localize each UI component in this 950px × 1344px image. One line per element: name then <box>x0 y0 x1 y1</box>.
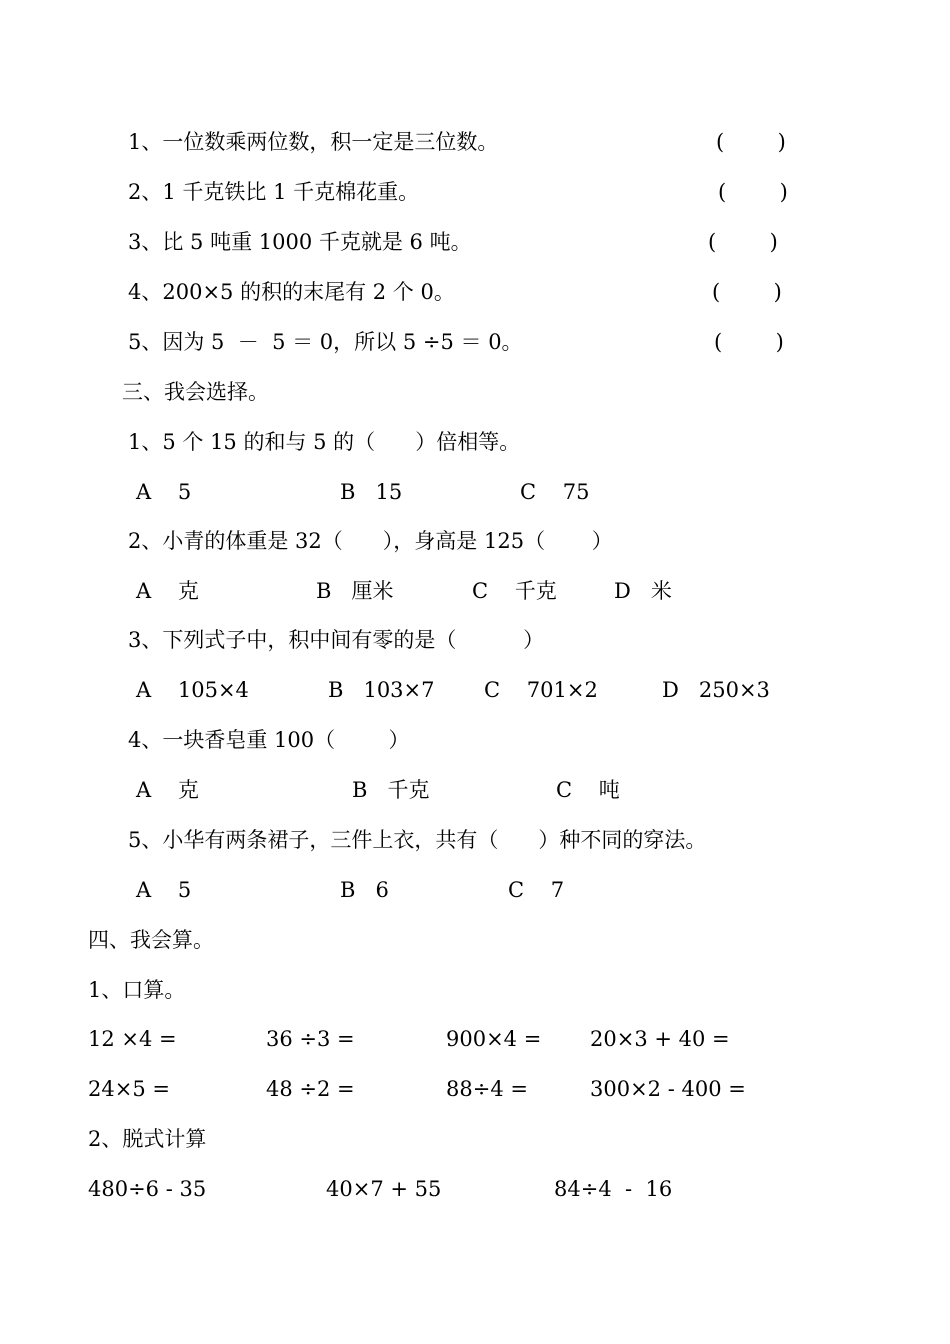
section-4-title: 四、我会算。 <box>88 928 214 952</box>
choice-5-option-b[interactable]: B 6 <box>340 878 389 902</box>
answer-bracket-4[interactable]: ( ) <box>712 280 782 304</box>
choice-4-option-b[interactable]: B 千克 <box>352 778 430 802</box>
choice-1-option-a[interactable]: A 5 <box>136 480 192 504</box>
answer-bracket-1[interactable]: ( ) <box>716 130 786 154</box>
step-calc-title: 2、脱式计算 <box>88 1127 207 1151</box>
step-calc-item: 84÷4 - 16 <box>554 1177 673 1201</box>
choice-question-2: 2、小青的体重是 32（ ），身高是 125（ ） <box>128 529 613 553</box>
answer-bracket-2[interactable]: ( ) <box>718 180 788 204</box>
choice-5-option-c[interactable]: C 7 <box>508 878 565 902</box>
judgement-question-4: 4、200×5 的积的末尾有 2 个 0。 <box>128 280 455 304</box>
judgement-question-1: 1、一位数乘两位数，积一定是三位数。 <box>128 130 499 154</box>
oral-calc-item: 24×5 = <box>88 1077 170 1101</box>
answer-bracket-5[interactable]: ( ) <box>714 330 784 354</box>
section-3-title: 三、我会选择。 <box>122 380 269 404</box>
oral-calc-title: 1、口算。 <box>88 978 186 1002</box>
choice-3-option-d[interactable]: D 250×3 <box>662 678 770 702</box>
choice-question-1: 1、5 个 15 的和与 5 的（ ）倍相等。 <box>128 430 521 454</box>
choice-4-option-a[interactable]: A 克 <box>136 778 199 802</box>
judgement-question-3: 3、比 5 吨重 1000 千克就是 6 吨。 <box>128 230 472 254</box>
choice-5-option-a[interactable]: A 5 <box>136 878 192 902</box>
oral-calc-item: 900×4 = <box>446 1027 542 1051</box>
oral-calc-item: 48 ÷2 = <box>266 1077 355 1101</box>
choice-2-option-a[interactable]: A 克 <box>136 579 199 603</box>
oral-calc-item: 88÷4 = <box>446 1077 528 1101</box>
choice-2-option-b[interactable]: B 厘米 <box>316 579 394 603</box>
choice-question-5: 5、小华有两条裙子，三件上衣，共有（ ）种不同的穿法。 <box>128 828 707 852</box>
choice-4-option-c[interactable]: C 吨 <box>556 778 620 802</box>
oral-calc-item: 20×3 + 40 = <box>590 1027 730 1051</box>
step-calc-item: 40×7 + 55 <box>326 1177 442 1201</box>
answer-bracket-3[interactable]: ( ) <box>708 230 778 254</box>
step-calc-item: 480÷6 - 35 <box>88 1177 207 1201</box>
choice-3-option-b[interactable]: B 103×7 <box>328 678 435 702</box>
choice-1-option-b[interactable]: B 15 <box>340 480 403 504</box>
judgement-question-2: 2、1 千克铁比 1 千克棉花重。 <box>128 180 420 204</box>
oral-calc-item: 12 ×4 = <box>88 1027 177 1051</box>
choice-2-option-c[interactable]: C 千克 <box>472 579 557 603</box>
oral-calc-item: 36 ÷3 = <box>266 1027 355 1051</box>
judgement-question-5: 5、因为 5 － 5 ＝ 0，所以 5 ÷5 ＝ 0。 <box>128 330 523 354</box>
choice-1-option-c[interactable]: C 75 <box>520 480 590 504</box>
choice-question-4: 4、一块香皂重 100（ ） <box>128 728 410 752</box>
choice-2-option-d[interactable]: D 米 <box>614 579 672 603</box>
choice-question-3: 3、下列式子中，积中间有零的是（ ） <box>128 628 545 652</box>
choice-3-option-c[interactable]: C 701×2 <box>484 678 598 702</box>
oral-calc-item: 300×2 - 400 = <box>590 1077 746 1101</box>
choice-3-option-a[interactable]: A 105×4 <box>136 678 249 702</box>
